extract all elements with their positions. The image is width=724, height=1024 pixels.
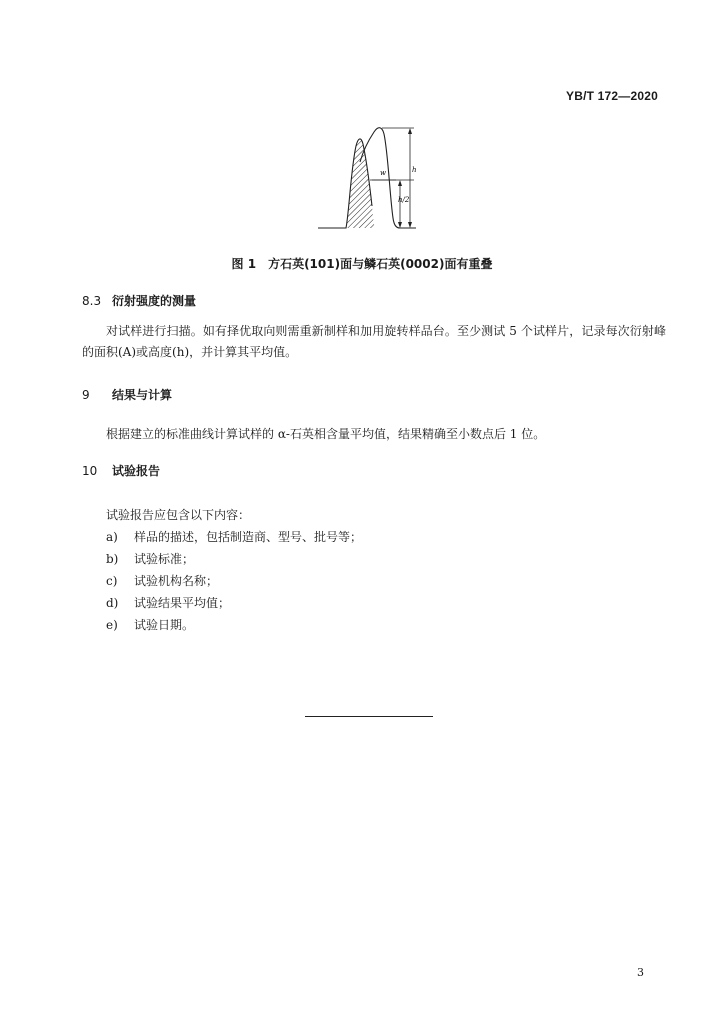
heading-8-3 [82,292,196,309]
label-h: h [412,166,417,174]
heading-8-3-title: 衍射强度的测量 [112,294,197,308]
page-number: 3 [637,966,644,979]
heading-8-3-number: 8.3 [82,294,102,308]
paragraph-9: 根据建立的标准曲线计算试样的 α-石英相含量平均值，结果精确至小数点后 1 位。 [106,427,546,441]
list-item-text: 试验机构名称； [134,574,219,588]
peak-overlap-figure [316,118,426,242]
label-half-h: h/2 [398,196,410,204]
height-arrow-top [408,128,412,134]
report-intro: 试验报告应包含以下内容： [106,508,251,522]
list-item-text: 样品的描述，包括制造商、型号、批号等； [134,530,363,544]
list-item-mark: b) [106,552,119,566]
list-item-mark: c) [106,574,118,588]
report-items-list [106,526,362,636]
heading-9-title: 结果与计算 [112,388,173,402]
half-height-arrow-bottom [398,222,402,228]
heading-10 [82,462,160,479]
list-item [106,526,362,548]
standard-code: YB/T 172—2020 [566,89,658,103]
list-item [106,570,362,592]
list-item-text: 试验标准； [134,552,195,566]
figure-caption [0,255,724,272]
heading-9-number: 9 [82,388,90,402]
list-item-mark: d) [106,596,119,610]
height-arrow-bottom [408,222,412,228]
half-height-arrow-top [398,180,402,186]
heading-10-title: 试验报告 [112,464,161,478]
list-item-text: 试验日期。 [134,618,195,632]
label-w: w [380,169,386,177]
list-item-mark: a) [106,530,118,544]
figure-number: 图 1 [231,257,257,271]
end-rule [305,716,433,717]
list-item [106,548,362,570]
heading-9 [82,386,172,403]
list-item-mark: e) [106,618,118,632]
list-item [106,614,362,636]
list-item [106,592,362,614]
heading-10-number: 10 [82,464,98,478]
list-item-text: 试验结果平均值； [134,596,231,610]
figure-title: 方石英(101)面与鳞石英(0002)面有重叠 [268,257,493,271]
paragraph-8-3: 对试样进行扫描。如有择优取向则需重新制样和加用旋转样品台。至少测试 5 个试样片，记录每次衍射峰的面积(A)或高度(h)，并计算其平均值。 [82,324,666,359]
